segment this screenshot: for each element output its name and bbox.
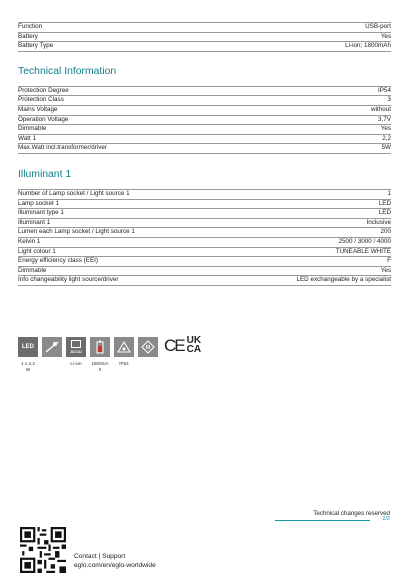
row-label: Dimmable bbox=[18, 266, 47, 274]
usb-icon bbox=[42, 337, 62, 357]
row-value: without bbox=[371, 105, 391, 113]
table-row bbox=[18, 125, 391, 135]
row-value: 200 bbox=[380, 228, 391, 236]
row-label: Illuminant type 1 bbox=[18, 209, 64, 217]
usb-glyph bbox=[45, 341, 59, 353]
row-value: LED exchangeable by a specialist bbox=[296, 276, 391, 284]
icon-label: 1800mA h bbox=[91, 361, 109, 372]
illuminant-table bbox=[18, 189, 391, 286]
table-row bbox=[18, 87, 391, 97]
table-row bbox=[18, 116, 391, 126]
qr-code-icon[interactable] bbox=[20, 527, 66, 573]
row-label: Lumen each Lamp socket / Light source 1 bbox=[18, 228, 135, 236]
ukca-mark bbox=[187, 337, 201, 354]
icon-group bbox=[66, 337, 86, 367]
ce-mark: CE bbox=[164, 336, 184, 355]
icon-label: IP54 bbox=[119, 361, 129, 366]
row-value: Yes bbox=[380, 125, 391, 133]
row-value: Yes bbox=[380, 266, 391, 274]
icon-group bbox=[18, 337, 38, 373]
row-value: TUNEABLE WHITE bbox=[335, 247, 391, 255]
table-row bbox=[18, 144, 391, 154]
row-label: Lamp socket 1 bbox=[18, 199, 59, 207]
icon-label: 1 x 2,2 W bbox=[21, 361, 35, 372]
row-value: LED bbox=[378, 209, 391, 217]
svg-text:III: III bbox=[145, 345, 151, 351]
row-value: Li-ion; 1800mAh bbox=[345, 42, 391, 50]
row-value: 1 bbox=[387, 189, 391, 197]
row-value: F bbox=[387, 257, 391, 265]
row-label: Number of Lamp socket / Light source 1 bbox=[18, 189, 130, 197]
row-label: Function bbox=[18, 23, 43, 30]
table-row bbox=[18, 257, 391, 267]
table-row bbox=[18, 238, 391, 248]
footer-divider bbox=[275, 520, 370, 521]
spec-sheet bbox=[18, 22, 391, 286]
ukca-bottom: CA bbox=[186, 344, 202, 355]
row-value: USB-port bbox=[365, 23, 391, 30]
row-label: Info changeability light source/driver bbox=[18, 276, 119, 284]
contact-block bbox=[74, 553, 156, 570]
table-row bbox=[18, 200, 391, 210]
table-row bbox=[18, 96, 391, 106]
row-value: 2,2 bbox=[382, 134, 391, 142]
battery-icon bbox=[90, 337, 110, 357]
ukca-top: UK bbox=[186, 335, 202, 347]
general-table bbox=[18, 22, 391, 52]
row-value: LED bbox=[378, 199, 391, 207]
row-label: Dimmable bbox=[18, 125, 47, 133]
row-value: IP54 bbox=[378, 86, 391, 94]
row-value: 2500 / 3000 / 4000 bbox=[338, 237, 391, 245]
row-label: Illuminant 1 bbox=[18, 218, 51, 226]
table-row bbox=[18, 33, 391, 43]
technical-table bbox=[18, 86, 391, 154]
accu-icon bbox=[66, 337, 86, 357]
table-row bbox=[18, 248, 391, 258]
table-row bbox=[18, 276, 391, 286]
row-label: Mains Voltage bbox=[18, 105, 58, 113]
row-label: Watt 1 bbox=[18, 134, 36, 142]
row-value: Yes bbox=[380, 32, 391, 40]
icon-group bbox=[138, 337, 158, 357]
table-row bbox=[18, 219, 391, 229]
row-label: Energy efficiency class (EEI) bbox=[18, 257, 99, 265]
protection-class-icon bbox=[138, 337, 158, 357]
row-label: Kelvin 1 bbox=[18, 237, 41, 245]
row-value: Inclusive bbox=[366, 218, 391, 226]
accu-glyph bbox=[71, 340, 81, 348]
row-label: Protection Class bbox=[18, 96, 64, 104]
row-label: Battery bbox=[18, 32, 38, 40]
icon-label: Li-ion bbox=[70, 361, 82, 366]
illuminant-heading: Illuminant 1 bbox=[18, 168, 72, 180]
table-row bbox=[18, 190, 391, 200]
icon-group bbox=[90, 337, 110, 373]
table-row bbox=[18, 135, 391, 145]
ip54-glyph bbox=[117, 341, 131, 353]
technical-information-heading: Technical Information bbox=[18, 65, 117, 77]
row-value: 3,7V bbox=[378, 115, 391, 123]
icon-group bbox=[42, 337, 62, 357]
certification-marks bbox=[164, 336, 201, 356]
row-value: 5W bbox=[381, 144, 391, 152]
accu-label: ACCU bbox=[70, 349, 82, 354]
table-row bbox=[18, 23, 391, 33]
row-label: Battery Type bbox=[18, 42, 54, 50]
page-number: 2/2 bbox=[382, 516, 390, 522]
table-row bbox=[18, 106, 391, 116]
led-icon: LED bbox=[18, 337, 38, 357]
row-label: Max.Watt incl.transformer/driver bbox=[18, 144, 107, 152]
table-row bbox=[18, 209, 391, 219]
table-row bbox=[18, 42, 391, 52]
row-label: Light colour 1 bbox=[18, 247, 56, 255]
contact-link[interactable]: eglo.com/en/eglo-worldwide bbox=[74, 561, 156, 569]
table-row bbox=[18, 267, 391, 277]
icon-group bbox=[114, 337, 134, 367]
battery-glyph bbox=[96, 340, 104, 354]
row-value: 3 bbox=[387, 96, 391, 104]
table-row bbox=[18, 228, 391, 238]
protection-class-glyph bbox=[141, 340, 155, 354]
row-label: Protection Degree bbox=[18, 86, 69, 94]
ip54-icon bbox=[114, 337, 134, 357]
feature-icons bbox=[18, 337, 201, 373]
contact-label: Contact | Support bbox=[74, 553, 126, 560]
row-label: Operation Voltage bbox=[18, 115, 69, 123]
technical-changes-note: Technical changes reserved bbox=[313, 510, 390, 517]
